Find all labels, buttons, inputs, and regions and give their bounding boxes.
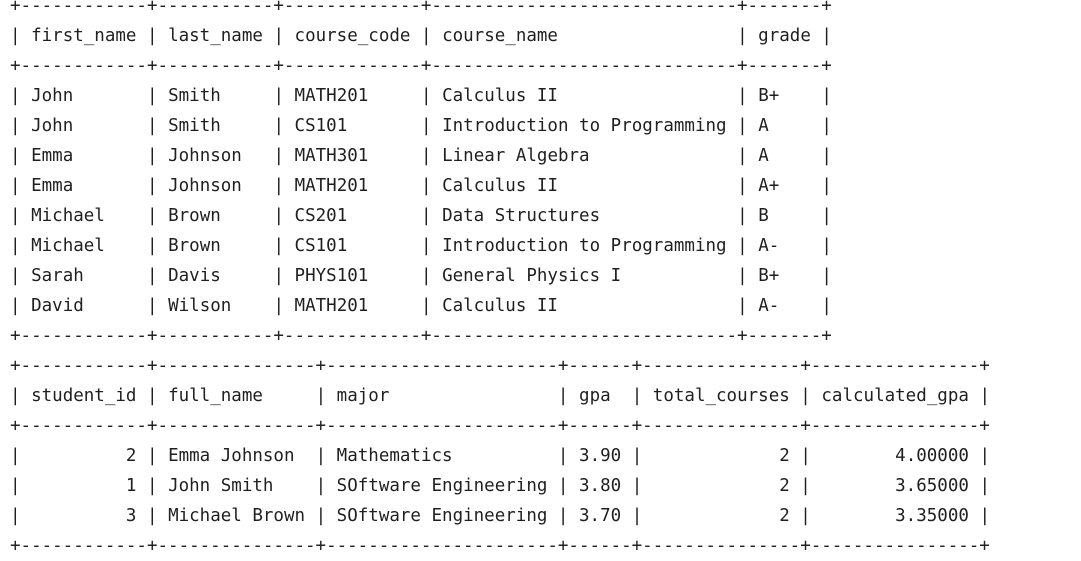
table-row: | 1 | John Smith | SOftware Engineering | 3.80 | 2 | 3.65000 | <box>10 476 990 496</box>
cell-course-name: General Physics I <box>442 266 622 286</box>
column-header-calculated-gpa: calculated_gpa <box>821 386 969 406</box>
table-row: | Michael | Brown | CS201 | Data Structures | B | <box>10 206 832 226</box>
cell-full-name: Michael Brown <box>168 506 306 526</box>
cell-total-courses: 2 <box>779 476 790 496</box>
table-border-header: +------------+-----------+-------------+-----------------------------+-------+ <box>10 56 832 76</box>
cell-calculated-gpa: 4.00000 <box>895 446 969 466</box>
mysql-console-output <box>10 0 990 561</box>
table-border-bottom: +------------+---------------+----------------------+------+---------------+----------------+ <box>10 536 990 556</box>
cell-grade: A- <box>758 236 780 256</box>
column-header-last-name: last_name <box>168 26 263 46</box>
cell-total-courses: 2 <box>779 506 790 526</box>
cell-last-name: Brown <box>168 206 221 226</box>
cell-major: SOftware Engineering <box>336 476 548 496</box>
cell-major: SOftware Engineering <box>336 506 548 526</box>
cell-last-name: Smith <box>168 86 221 106</box>
cell-course-name: Introduction to Programming <box>442 116 727 136</box>
cell-first-name: Sarah <box>31 266 84 286</box>
cell-grade: B+ <box>758 266 780 286</box>
table-row: | 3 | Michael Brown | SOftware Engineering | 3.70 | 2 | 3.35000 | <box>10 506 990 526</box>
cell-course-name: Calculus II <box>442 296 558 316</box>
cell-gpa: 3.90 <box>579 446 622 466</box>
table-row: | Emma | Johnson | MATH301 | Linear Algebra | A | <box>10 146 832 166</box>
cell-full-name: John Smith <box>168 476 274 496</box>
column-header-course-name: course_name <box>442 26 558 46</box>
cell-course-code: MATH201 <box>294 296 369 316</box>
cell-last-name: Brown <box>168 236 221 256</box>
cell-gpa: 3.80 <box>579 476 622 496</box>
cell-last-name: Johnson <box>168 176 242 196</box>
cell-course-code: MATH301 <box>294 146 369 166</box>
cell-first-name: Michael <box>31 236 105 256</box>
table-header: | first_name | last_name | course_code | course_name | grade | <box>10 26 832 46</box>
table-border-top: +------------+---------------+----------------------+------+---------------+----------------+ <box>10 356 990 376</box>
table-row: | Michael | Brown | CS101 | Introduction to Programming | A- | <box>10 236 832 256</box>
table-row: | 2 | Emma Johnson | Mathematics | 3.90 | 2 | 4.00000 | <box>10 446 990 466</box>
table-row: | David | Wilson | MATH201 | Calculus II | A- | <box>10 296 832 316</box>
column-header-course-code: course_code <box>294 26 411 46</box>
column-header-major: major <box>336 386 390 406</box>
cell-first-name: Michael <box>31 206 105 226</box>
cell-course-code: MATH201 <box>294 86 369 106</box>
table-border-top: +------------+-----------+-------------+-----------------------------+-------+ <box>10 0 832 16</box>
cell-major: Mathematics <box>336 446 453 466</box>
table-row: | Emma | Johnson | MATH201 | Calculus II | A+ | <box>10 176 832 196</box>
table-border-header: +------------+---------------+----------------------+------+---------------+----------------+ <box>10 416 990 436</box>
column-header-first-name: first_name <box>31 26 137 46</box>
cell-grade: B <box>758 206 769 226</box>
cell-course-name: Calculus II <box>442 176 558 196</box>
table-row: | John | Smith | CS101 | Introduction to Programming | A | <box>10 116 832 136</box>
cell-course-name: Linear Algebra <box>442 146 590 166</box>
cell-grade: A- <box>758 296 780 316</box>
table-border-bottom: +------------+-----------+-------------+-----------------------------+-------+ <box>10 326 832 346</box>
cell-course-name: Data Structures <box>442 206 601 226</box>
cell-student-id: 2 <box>125 446 137 466</box>
cell-course-code: CS201 <box>294 206 348 226</box>
table-row: | John | Smith | MATH201 | Calculus II | B+ | <box>10 86 832 106</box>
cell-course-code: PHYS101 <box>294 266 369 286</box>
cell-first-name: Emma <box>31 176 74 196</box>
cell-first-name: David <box>31 296 84 316</box>
cell-student-id: 1 <box>125 476 137 496</box>
cell-gpa: 3.70 <box>579 506 622 526</box>
cell-full-name: Emma Johnson <box>168 446 295 466</box>
cell-student-id: 3 <box>125 506 137 526</box>
cell-grade: A <box>758 116 769 136</box>
cell-last-name: Wilson <box>168 296 232 316</box>
cell-course-code: CS101 <box>294 116 348 136</box>
column-header-gpa: gpa <box>579 386 611 406</box>
cell-grade: B+ <box>758 86 780 106</box>
cell-calculated-gpa: 3.65000 <box>895 476 969 496</box>
column-header-student-id: student_id <box>31 386 137 406</box>
cell-calculated-gpa: 3.35000 <box>895 506 969 526</box>
column-header-total-courses: total_courses <box>652 386 790 406</box>
cell-first-name: Emma <box>31 146 74 166</box>
cell-last-name: Smith <box>168 116 221 136</box>
cell-grade: A+ <box>758 176 780 196</box>
cell-course-name: Introduction to Programming <box>442 236 727 256</box>
cell-last-name: Davis <box>168 266 221 286</box>
column-header-grade: grade <box>758 26 811 46</box>
cell-last-name: Johnson <box>168 146 242 166</box>
table-row: | Sarah | Davis | PHYS101 | General Physics I | B+ | <box>10 266 832 286</box>
cell-course-code: MATH201 <box>294 176 369 196</box>
cell-total-courses: 2 <box>779 446 790 466</box>
cell-course-code: CS101 <box>294 236 348 256</box>
cell-course-name: Calculus II <box>442 86 558 106</box>
table-header: | student_id | full_name | major | gpa | total_courses | calculated_gpa | <box>10 386 990 406</box>
cell-grade: A <box>758 146 769 166</box>
cell-first-name: John <box>31 86 74 106</box>
cell-first-name: John <box>31 116 74 136</box>
column-header-full-name: full_name <box>168 386 263 406</box>
